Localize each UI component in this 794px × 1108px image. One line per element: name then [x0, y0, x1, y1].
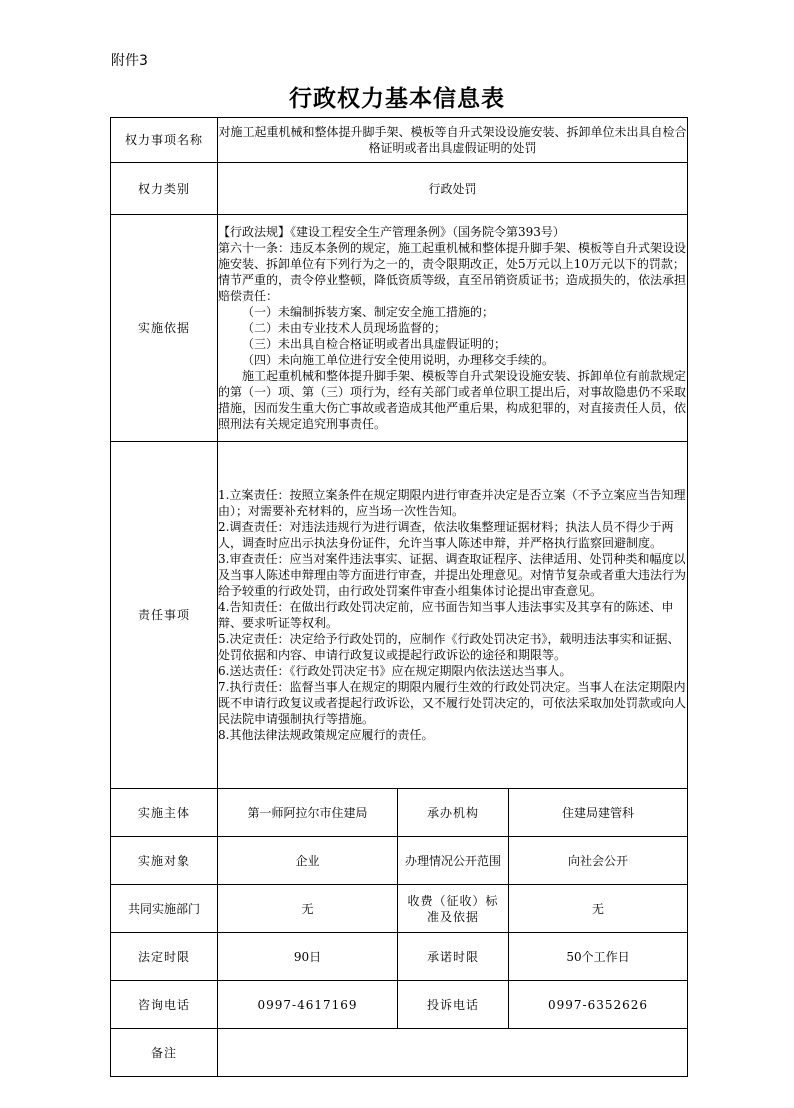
row-power-name [111, 118, 688, 163]
implementer-value: 第一师阿拉尔市住建局 [218, 789, 398, 837]
power-category-label: 权力类别 [111, 163, 218, 215]
fee-standard-value: 无 [509, 885, 688, 933]
power-name-label: 权力事项名称 [111, 118, 218, 163]
target-value: 企业 [218, 837, 398, 885]
row-co-department [111, 885, 688, 933]
consult-phone-label: 咨询电话 [111, 981, 218, 1029]
promised-time-limit-label: 承诺时限 [398, 933, 509, 981]
implementer-label: 实施主体 [111, 789, 218, 837]
row-legal-basis [111, 215, 688, 442]
complaint-phone-label: 投诉电话 [398, 981, 509, 1029]
row-implementer [111, 789, 688, 837]
responsibility-item: 5.决定责任：决定给予行政处罚的，应制作《行政处罚决定书》，载明违法事实和证据、处罚依据和内容、申请行政复议或提起行政诉讼的途径和期限等。 [218, 632, 680, 662]
legal-basis-item: （四）未向施工单位进行安全使用说明，办理移交手续的。 [242, 353, 555, 367]
responsibilities-content [218, 442, 688, 789]
row-responsibilities [111, 442, 688, 789]
responsibility-item: 8.其他法律法规政策规定应履行的责任。 [218, 728, 434, 742]
responsibilities-label: 责任事项 [111, 442, 218, 789]
info-table [110, 117, 688, 1077]
legal-basis-item: （三）未出具自检合格证明或者出具虚假证明的； [242, 337, 507, 351]
power-category-value: 行政处罚 [218, 163, 688, 215]
row-power-category [111, 163, 688, 215]
legal-basis-article: 第六十一条：违反本条例的规定，施工起重机械和整体提升脚手架、模板等自升式架设设施安装、拆卸单位有下列行为之一的，责令限期改正，处5万元以上10万元以下的罚款；情节严重的，责令停业整顿，降低资质等级，直至吊销资质证书；造成损失的，依法承担赔偿责任： [218, 241, 687, 303]
fee-standard-label: 收费（征收）标准及依据 [398, 885, 509, 933]
target-label: 实施对象 [111, 837, 218, 885]
attachment-label: 附件3 [111, 53, 148, 69]
co-department-value: 无 [218, 885, 398, 933]
responsibility-item: 3.审查责任：应当对案件违法事实、证据、调查取证程序、法律适用、处罚种类和幅度以及当事人陈述申辩理由等方面进行审查，并提出处理意见。对情节复杂或者重大违法行为给予较重的行政处罚，由行政处罚案件审查小组集体讨论提出审查意见。 [218, 552, 687, 598]
responsibility-item: 7.执行责任：监督当事人在规定的期限内履行生效的行政处罚决定。当事人在法定期限内既不申请行政复议或者提起行政诉讼，又不履行处罚决定的，可依法采取加处罚款或向人民法院申请强制执行等措施。 [218, 680, 687, 726]
legal-basis-item: （一）未编制拆装方案、制定安全施工措施的； [242, 305, 495, 319]
legal-time-limit-label: 法定时限 [111, 933, 218, 981]
remarks-value [218, 1029, 688, 1077]
promised-time-limit-value: 50个工作日 [509, 933, 688, 981]
complaint-phone-value: 0997-6352626 [509, 981, 688, 1029]
consult-phone-value: 0997-4617169 [218, 981, 398, 1029]
responsibility-item: 4.告知责任：在做出行政处罚决定前，应书面告知当事人违法事实及其享有的陈述、申辩、要求听证等权利。 [218, 600, 674, 630]
row-time-limit [111, 933, 688, 981]
disclosure-scope-label: 办理情况公开范围 [398, 837, 509, 885]
remarks-label: 备注 [111, 1029, 218, 1077]
power-name-value: 对施工起重机械和整体提升脚手架、模板等自升式架设设施安装、拆卸单位未出具自检合格证明或者出具虚假证明的处罚 [218, 118, 688, 163]
handling-agency-label: 承办机构 [398, 789, 509, 837]
responsibility-item: 6.送达责任：《行政处罚决定书》应在规定期限内依法送达当事人。 [218, 664, 572, 678]
handling-agency-value: 住建局建管科 [509, 789, 688, 837]
legal-time-limit-value: 90日 [218, 933, 398, 981]
legal-basis-item: （二）未由专业技术人员现场监督的； [242, 321, 447, 335]
responsibility-item: 2.调查责任：对违法违规行为进行调查，依法收集整理证据材料；执法人员不得少于两人，调查时应出示执法身份证件，允许当事人陈述申辩，并严格执行监察回避制度。 [218, 520, 674, 550]
legal-basis-heading: 【行政法规】《建设工程安全生产管理条例》（国务院令第393号） [218, 225, 565, 239]
row-target [111, 837, 688, 885]
legal-basis-label: 实施依据 [111, 215, 218, 442]
row-remarks [111, 1029, 688, 1077]
page-title: 行政权力基本信息表 [289, 85, 505, 112]
co-department-label: 共同实施部门 [111, 885, 218, 933]
row-phone [111, 981, 688, 1029]
legal-basis-paragraph: 施工起重机械和整体提升脚手架、模板等自升式架设设施安装、拆卸单位有前款规定的第（一）项、第（三）项行为，经有关部门或者单位职工提出后，对事故隐患仍不采取措施，因而发生重大伤亡事故或者造成其他严重后果，构成犯罪的，对直接责任人员，依照刑法有关规定追究刑事责任。 [218, 369, 687, 431]
responsibility-item: 1.立案责任：按照立案条件在规定期限内进行审查并决定是否立案（不予立案应当告知理由）；对需要补充材料的，应当场一次性告知。 [218, 488, 686, 518]
disclosure-scope-value: 向社会公开 [509, 837, 688, 885]
legal-basis-content [218, 215, 688, 442]
